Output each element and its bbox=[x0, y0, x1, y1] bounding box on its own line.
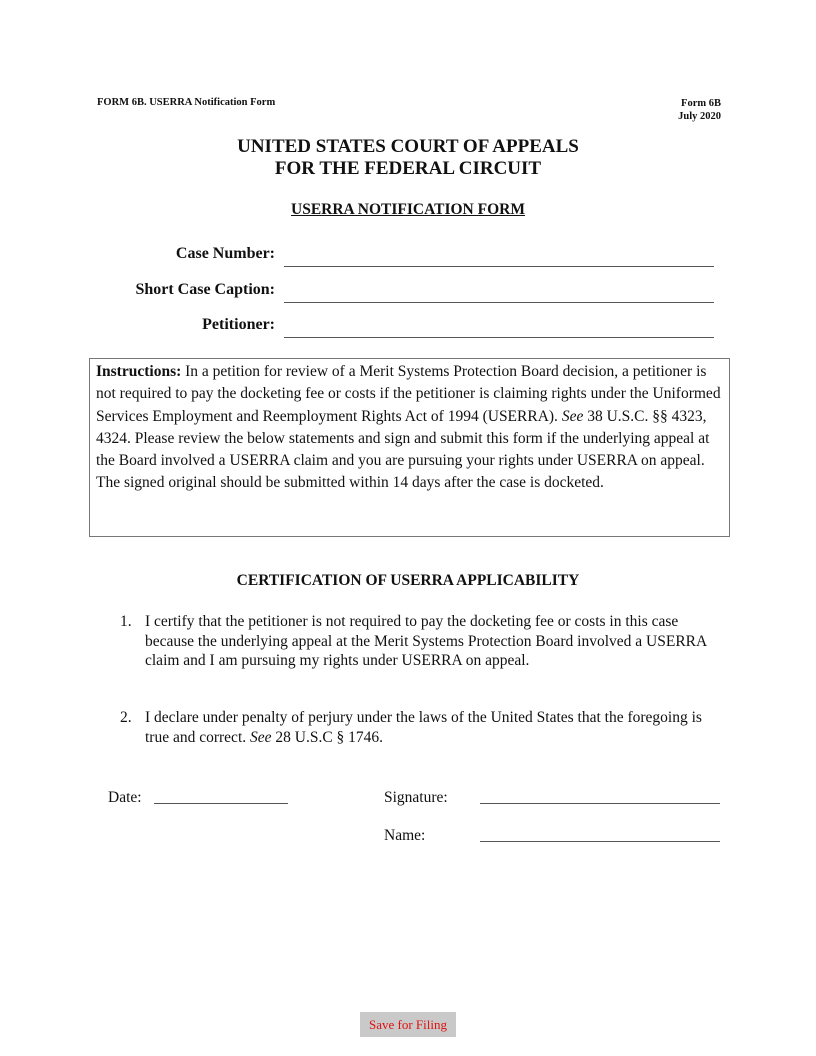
instructions-box bbox=[89, 358, 730, 537]
item-2-text-part2: 28 U.S.C § 1746. bbox=[271, 728, 384, 746]
signature-label: Signature: bbox=[384, 789, 448, 806]
signature-input[interactable] bbox=[482, 788, 718, 808]
short-case-caption-label: Short Case Caption: bbox=[135, 281, 275, 298]
short-case-caption-underline bbox=[284, 302, 714, 303]
item-2-text bbox=[145, 708, 720, 747]
case-number-label: Case Number: bbox=[175, 245, 275, 262]
signature-underline bbox=[480, 803, 720, 804]
court-title-line2: FOR THE FEDERAL CIRCUIT bbox=[274, 158, 542, 179]
case-number-underline bbox=[284, 266, 714, 267]
form-subtitle: USERRA NOTIFICATION FORM bbox=[291, 201, 525, 218]
court-title bbox=[0, 136, 816, 180]
instructions-text-part2: 38 U.S.C. §§ 4323, 4324. Please review the below statements and sign and submit this form if the underlying appeal at the Board involved a USERRA claim and you are pursuing your rights under USERRA on appeal. The signed original should be submitted within 14 days after the case is docketed. bbox=[96, 407, 710, 492]
date-underline bbox=[154, 803, 288, 804]
item-2-see: See bbox=[250, 728, 272, 746]
form-header-left: FORM 6B. USERRA Notification Form bbox=[97, 97, 276, 108]
certification-item-1 bbox=[120, 612, 720, 671]
petitioner-input[interactable] bbox=[286, 317, 712, 337]
save-for-filing-button[interactable]: Save for Filing bbox=[360, 1012, 456, 1037]
date-label: Date: bbox=[108, 789, 142, 806]
item-1-text: I certify that the petitioner is not required to pay the docketing fee or costs in this case because the underlying appeal at the Merit Systems Protection Board involved a USERRA claim and I am pursuing my rights under USERRA on appeal. bbox=[145, 613, 707, 670]
instructions-text-part1: In a petition for review of a Merit Systems Protection Board decision, a petitioner is not required to pay the docketing fee or costs if the petitioner is claiming rights under the Uniformed Services Employment and Reemployment Rights Act of 1994 (USERRA). bbox=[96, 363, 721, 425]
court-title-line1: UNITED STATES COURT OF APPEALS bbox=[237, 136, 579, 157]
instructions-heading: Instructions: bbox=[96, 363, 182, 380]
item-2-text-part1: I declare under penalty of perjury under the laws of the United States that the foregoing is true and correct. bbox=[145, 709, 702, 746]
form-header-right bbox=[678, 97, 721, 123]
instructions-see: See bbox=[561, 407, 584, 425]
short-case-caption-input[interactable] bbox=[286, 282, 712, 302]
date-input[interactable] bbox=[156, 788, 286, 808]
form-date: July 2020 bbox=[678, 111, 721, 122]
name-label: Name: bbox=[384, 827, 426, 844]
item-1-number: 1. bbox=[120, 613, 132, 630]
certification-item-2 bbox=[120, 708, 720, 747]
form-id: Form 6B bbox=[681, 98, 721, 109]
certification-title: CERTIFICATION OF USERRA APPLICABILITY bbox=[236, 572, 580, 589]
case-number-input[interactable] bbox=[286, 246, 712, 266]
petitioner-label: Petitioner: bbox=[202, 316, 275, 333]
petitioner-underline bbox=[284, 337, 714, 338]
item-2-number: 2. bbox=[120, 709, 132, 726]
name-input[interactable] bbox=[482, 826, 718, 846]
name-underline bbox=[480, 841, 720, 842]
